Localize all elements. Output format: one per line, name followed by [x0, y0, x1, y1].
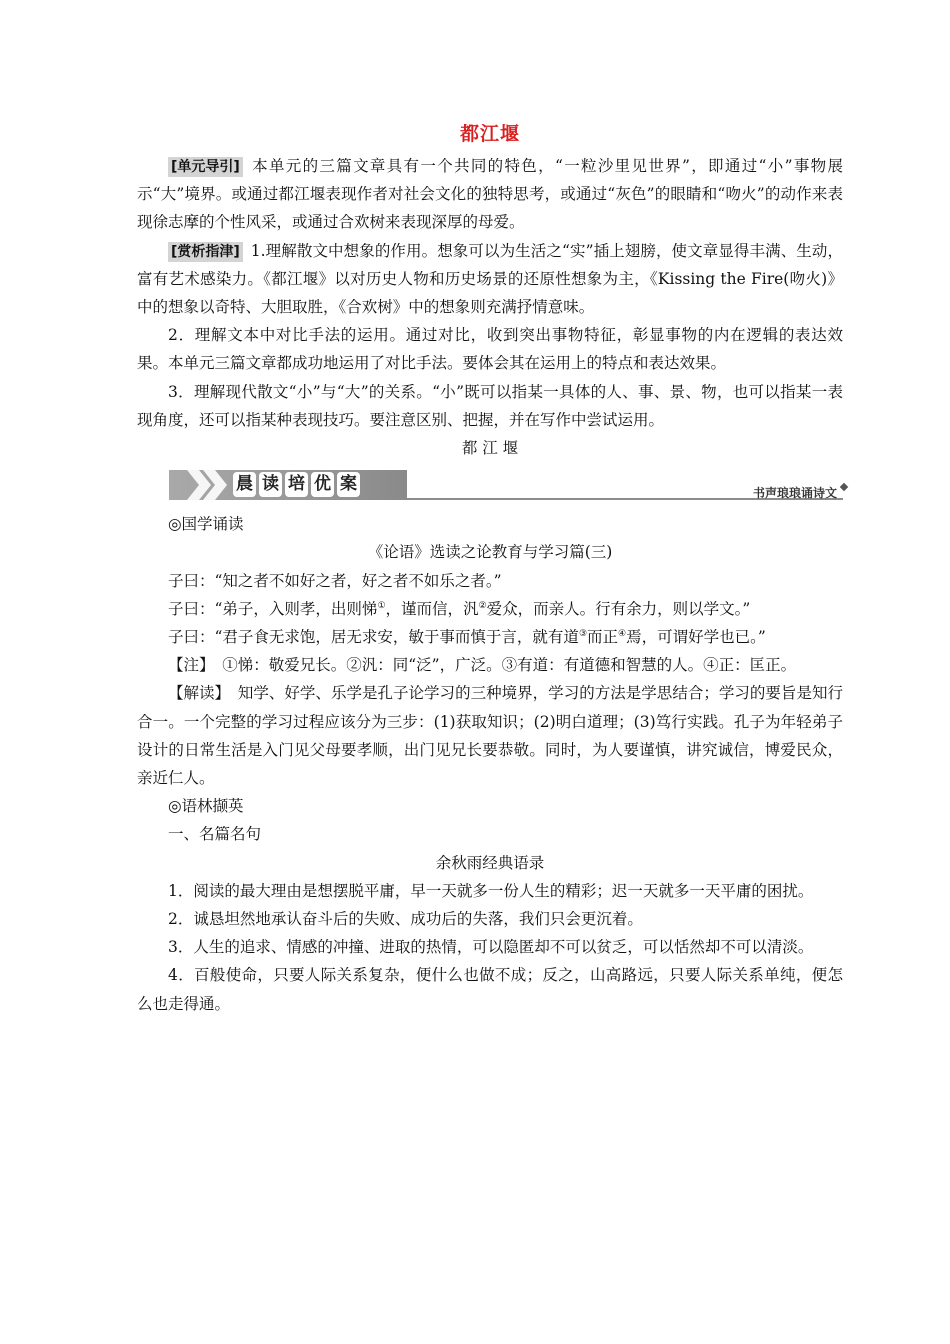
quote-item: 2．诚恳坦然地承认奋斗后的失败、成功后的失落，我们只会更沉着。 — [168, 910, 643, 929]
footnote-marker: ① — [377, 600, 386, 611]
footnote-marker: ④ — [618, 628, 627, 639]
document-content — [137, 118, 843, 1018]
quote-2-part: 子曰：“弟子，入则孝，出则悌 — [168, 599, 378, 618]
quote-item: 4．百般使命，只要人际关系复杂，便什么也做不成；反之，山高路远，只要人际关系单纯，便怎么也走得通。 — [137, 966, 843, 1013]
diamond-icon — [840, 483, 848, 491]
page-title: 都江堰 — [459, 123, 520, 145]
morning-reading-banner — [169, 468, 843, 502]
quote-item: 3．人生的追求、情感的冲撞、进取的热情，可以隐匿却不可以贫乏，可以恬然却不可以清淡。 — [168, 938, 814, 957]
quote-3-part: 焉，可谓好学也已。” — [626, 628, 766, 647]
point-3: 3．理解现代散文“小”与“大”的关系。“小”既可以指某一具体的人、事、景、物，也可以指某一表现角度，还可以指某种表现技巧。要注意区别、把握，并在写作中尝试运用。 — [137, 382, 843, 429]
famous-quotes-heading: 一、名篇名句 — [168, 825, 262, 844]
banner-char: 读 — [259, 472, 282, 497]
banner-right-text: 书声琅琅诵诗文 — [752, 486, 837, 501]
unit-guide-paragraph — [137, 152, 843, 237]
appreciation-paragraph — [137, 237, 843, 322]
quote-3-part: 而正 — [587, 628, 619, 647]
lunyu-title: 《论语》选读之论教育与学习篇(三) — [367, 543, 613, 562]
banner-char: 晨 — [233, 472, 256, 497]
unit-guide-tag: [单元导引] — [168, 157, 243, 177]
yulin-heading: ◎语林撷英 — [168, 797, 244, 816]
appreciation-tag: [赏析指津] — [168, 242, 243, 262]
interpretation: 【解读】 知学、好学、乐学是孔子论学习的三种境界，学习的方法是学思结合；学习的要旨是知行合一。一个完整的学习过程应该分为三步：(1)获取知识；(2)明白道理；(3)笃行实践。孔子为年轻弟子设计的日常生活是入门见父母要孝顺，出门见兄长要恭敬。同时，为人要谨慎，讲究诚信，博爱民众，亲近仁人。 — [137, 684, 843, 788]
quote-item: 1．阅读的最大理由是想摆脱平庸，早一天就多一份人生的精彩；迟一天就多一天平庸的困扰。 — [168, 881, 814, 900]
banner-char: 案 — [337, 472, 360, 497]
banner-char: 优 — [311, 472, 334, 497]
footnote-marker: ② — [478, 600, 487, 611]
banner-title — [233, 472, 360, 497]
quote-3 — [137, 623, 843, 651]
point-2: 2．理解文本中对比手法的运用。通过对比，收到突出事物特征，彰显事物的内在逻辑的表达效果。本单元三篇文章都成功地运用了对比手法。要体会其在运用上的特点和表达效果。 — [137, 326, 843, 373]
footnote-marker: ③ — [578, 628, 588, 639]
appreciation-text: 1.理解散文中想象的作用。想象可以为生活之“实”插上翅膀，使文章显得丰满、生动，富有艺术感染力。《都江堰》以对历史人物和历史场景的还原性想象为主，《Kissing the Fire(吻火)》中的想象以奇特、大胆取胜，《合欢树》中的想象则充满抒情意味。 — [137, 241, 843, 317]
quote-1: 子曰：“知之者不如好之者，好之者不如乐之者。” — [168, 571, 502, 590]
quote-2-part: 爱众，而亲人。行有余力，则以学文。” — [486, 599, 751, 618]
section-subtitle: 都 江 堰 — [461, 439, 519, 458]
quote-2 — [137, 595, 843, 623]
double-chevron-icon — [185, 468, 235, 502]
yu-qiuyu-title: 余秋雨经典语录 — [435, 853, 545, 872]
banner-char: 培 — [285, 472, 308, 497]
quote-3-part: 子曰：“君子食无求饱，居无求安，敏于事而慎于言，就有道 — [168, 628, 579, 647]
unit-guide-text: 本单元的三篇文章具有一个共同的特色，“一粒沙里见世界”，即通过“小”事物展示“大”境界。或通过都江堰表现作者对社会文化的独特思考，或通过“灰色”的眼睛和“吻火”的动作来表现徐志摩的个性风采，或通过合欢树来表现深厚的母爱。 — [137, 157, 843, 232]
annotation-note: 【注】 ①悌：敬爱兄长。②汎：同“泛”，广泛。③有道：有道德和智慧的人。④正：匡正。 — [168, 656, 797, 675]
quote-2-part: ，谨而信，汎 — [385, 599, 479, 618]
guoxue-heading: ◎国学诵读 — [168, 515, 244, 534]
